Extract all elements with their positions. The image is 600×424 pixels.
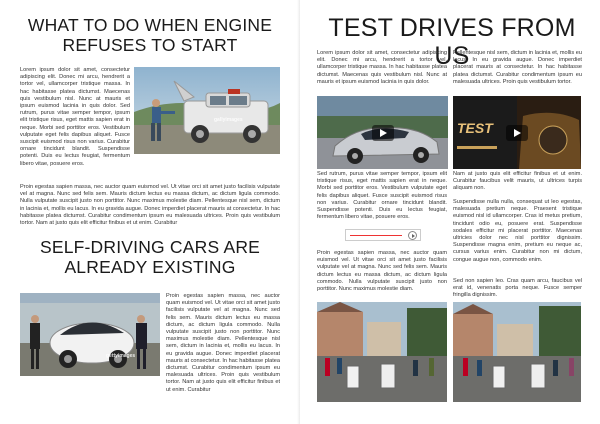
- photo-engine-trouble: [134, 67, 280, 154]
- intro-paragraph: Lorem ipsum dolor sit amet, consectetur adipiscing elit. Donec mi arcu, hendrerit a tortor vel, ullamcorper tristique massa. In hac habitasse platea dictumst. Maecenas quis vestibulum nisl. Nunc at mauris et ipsum euismod lacinia in quis dolor. Sed rutrum, purus vitae semper tempor, ipsum elit tristique risus, eget mattis sapien erat in neque. Morbi sed porttitor eros. Vestibulum vulputate eget felis dapibus aliquet. Fusce suscipit euismod risus non varius. Curabitur ornare tincidunt blandit. Suspendisse potenti. Duis eu lectus feugiat, fermentum libero vitae, posuere eros.: [20, 67, 130, 167]
- play-icon[interactable]: [372, 125, 394, 141]
- photo-watermark: gettyimages: [106, 353, 136, 359]
- photo-self-driving-car: [20, 293, 160, 376]
- street-scene-2-image: [453, 302, 581, 402]
- video-lexus[interactable]: [317, 96, 448, 169]
- street-scene-1-image: [317, 302, 447, 402]
- col1-paragraph-3: Proin egestas sapien massa, nec auctor quam euismod vel. Ut vitae orci sit amet justo facilisis vulputate vel at magna. Nunc sed felis sem. Mauris dictum lectus eu massa dictum, ac dictum ligula commodo. Nulla vulputate suscipit justo non porttitor. Nunc maximus molestie diam.: [317, 250, 447, 293]
- body-paragraph: Proin egestas sapien massa, nec auctor quam euismod vel. Ut vitae orci sit amet justo facilisis vulputate vel at magna. Nunc sed felis sem. Mauris dictum lectus eu massa dictum, ac dictum ligula commodo. Nulla vulputate suscipit justo non porttitor. Nunc maximus molestie diam. Pellentesque nisl sem, dictum in lacinia et, mollis eu lacus. In eu gravida augue. Donec imperdiet placerat mauris at consectetur. In hac habitasse platea dictumst. Curabitur condimentum ipsum eu malesuada ultrices. Proin quis vestibulum tortor. Nam at justo quis elit efficitur finibus et ut enim. Curabitur: [20, 184, 280, 227]
- play-icon[interactable]: [408, 231, 417, 240]
- photo-watermark: gallyimages: [214, 117, 243, 123]
- photo-self-driving-image: [20, 293, 160, 376]
- col2-paragraph-1: Pellentesque nisl sem, dictum in lacinia et, mollis eu lacus. In eu gravida augue. Donec imperdiet placerat mauris at consectetur. In hac habitasse platea dictumst. Curabitur condimentum ipsum eu malesuada ultrices. Proin quis vestibulum tortor.: [453, 50, 582, 85]
- headline-self-driving: SELF-DRIVING CARS ARE ALREADY EXISTING: [39, 237, 261, 277]
- video-test-drive[interactable]: [453, 96, 581, 169]
- col2-paragraph-4: Sed non sapien leo. Cras quam arcu, faucibus vel erat id, venenatis porta neque. Fusce semper fringilla dignissim.: [453, 278, 582, 299]
- video-title-overlay: TEST: [457, 120, 493, 136]
- photo-street-scene-1: [317, 302, 447, 402]
- self-driving-paragraph: Proin egestas sapien massa, nec auctor quam euismod vel. Ut vitae orci sit amet justo facilisis vulputate vel at magna. Nunc sed felis sem. Mauris dictum lectus eu massa dictum, ac dictum ligula commodo. Nulla vulputate suscipit justo non porttitor. Nunc maximus molestie diam. Pellentesque nisl sem, dictum in lacinia et, mollis eu lacus. In eu gravida augue. Donec imperdiet placerat mauris at consectetur. In hac habitasse platea dictumst. Curabitur condimentum ipsum eu malesuada ultrices. Proin quis vestibulum tortor. Nam at justo quis elit efficitur finibus et ut enim. Curabitur: [166, 293, 280, 393]
- audio-player[interactable]: [345, 229, 421, 241]
- col2-paragraph-3: Suspendisse nulla nulla, consequat ut leo egestas, malesuada pretium neque. Praesent tristique euismod nisl id ullamcorper. Cras id metus pretium, tincidunt odio eu, posuere erat. Suspendisse sodales efficitur mi placerat porttitor. Maecenas ultricies dolor nec nisl porttitor dignissim. Suspendisse magna enim, pretium eu neque ac, cursus varius enim. Curabitur non mi dictum, congue augue non, commodo enim.: [453, 199, 582, 263]
- col2-paragraph-2: Nam at justo quis elit efficitur finibus et ut enim. Curabitur faucibus velit mauris, ut ultrices turpis aliquam non.: [453, 171, 582, 192]
- headline-test-drives: TEST DRIVES FROM US: [328, 14, 576, 70]
- play-icon[interactable]: [506, 125, 528, 141]
- col1-paragraph-2: Sed rutrum, purus vitae semper tempor, ipsum elit tristique risus, eget mattis sapien erat in neque. Morbi sed porttitor eros. Vestibulum vulputate eget felis dapibus aliquet. Fusce suscipit euismod risus non varius. Curabitur ornare tincidunt blandit. Suspendisse potenti. Duis eu lectus feugiat, fermentum libero vitae, posuere eros.: [317, 171, 447, 221]
- photo-engine-trouble-image: [134, 67, 280, 154]
- headline-engine: WHAT TO DO WHEN ENGINE REFUSES TO START: [27, 15, 273, 55]
- photo-street-scene-2: [453, 302, 581, 402]
- audio-progress-track[interactable]: [350, 235, 402, 236]
- col1-paragraph-1: Lorem ipsum dolor sit amet, consectetur adipiscing elit. Donec mi arcu, hendrerit a tortor vel, ullamcorper tristique massa. In hac habitasse platea dictumst. Maecenas quis vestibulum nisl. Nunc at mauris et ipsum euismod lacinia in quis dolor.: [317, 50, 447, 85]
